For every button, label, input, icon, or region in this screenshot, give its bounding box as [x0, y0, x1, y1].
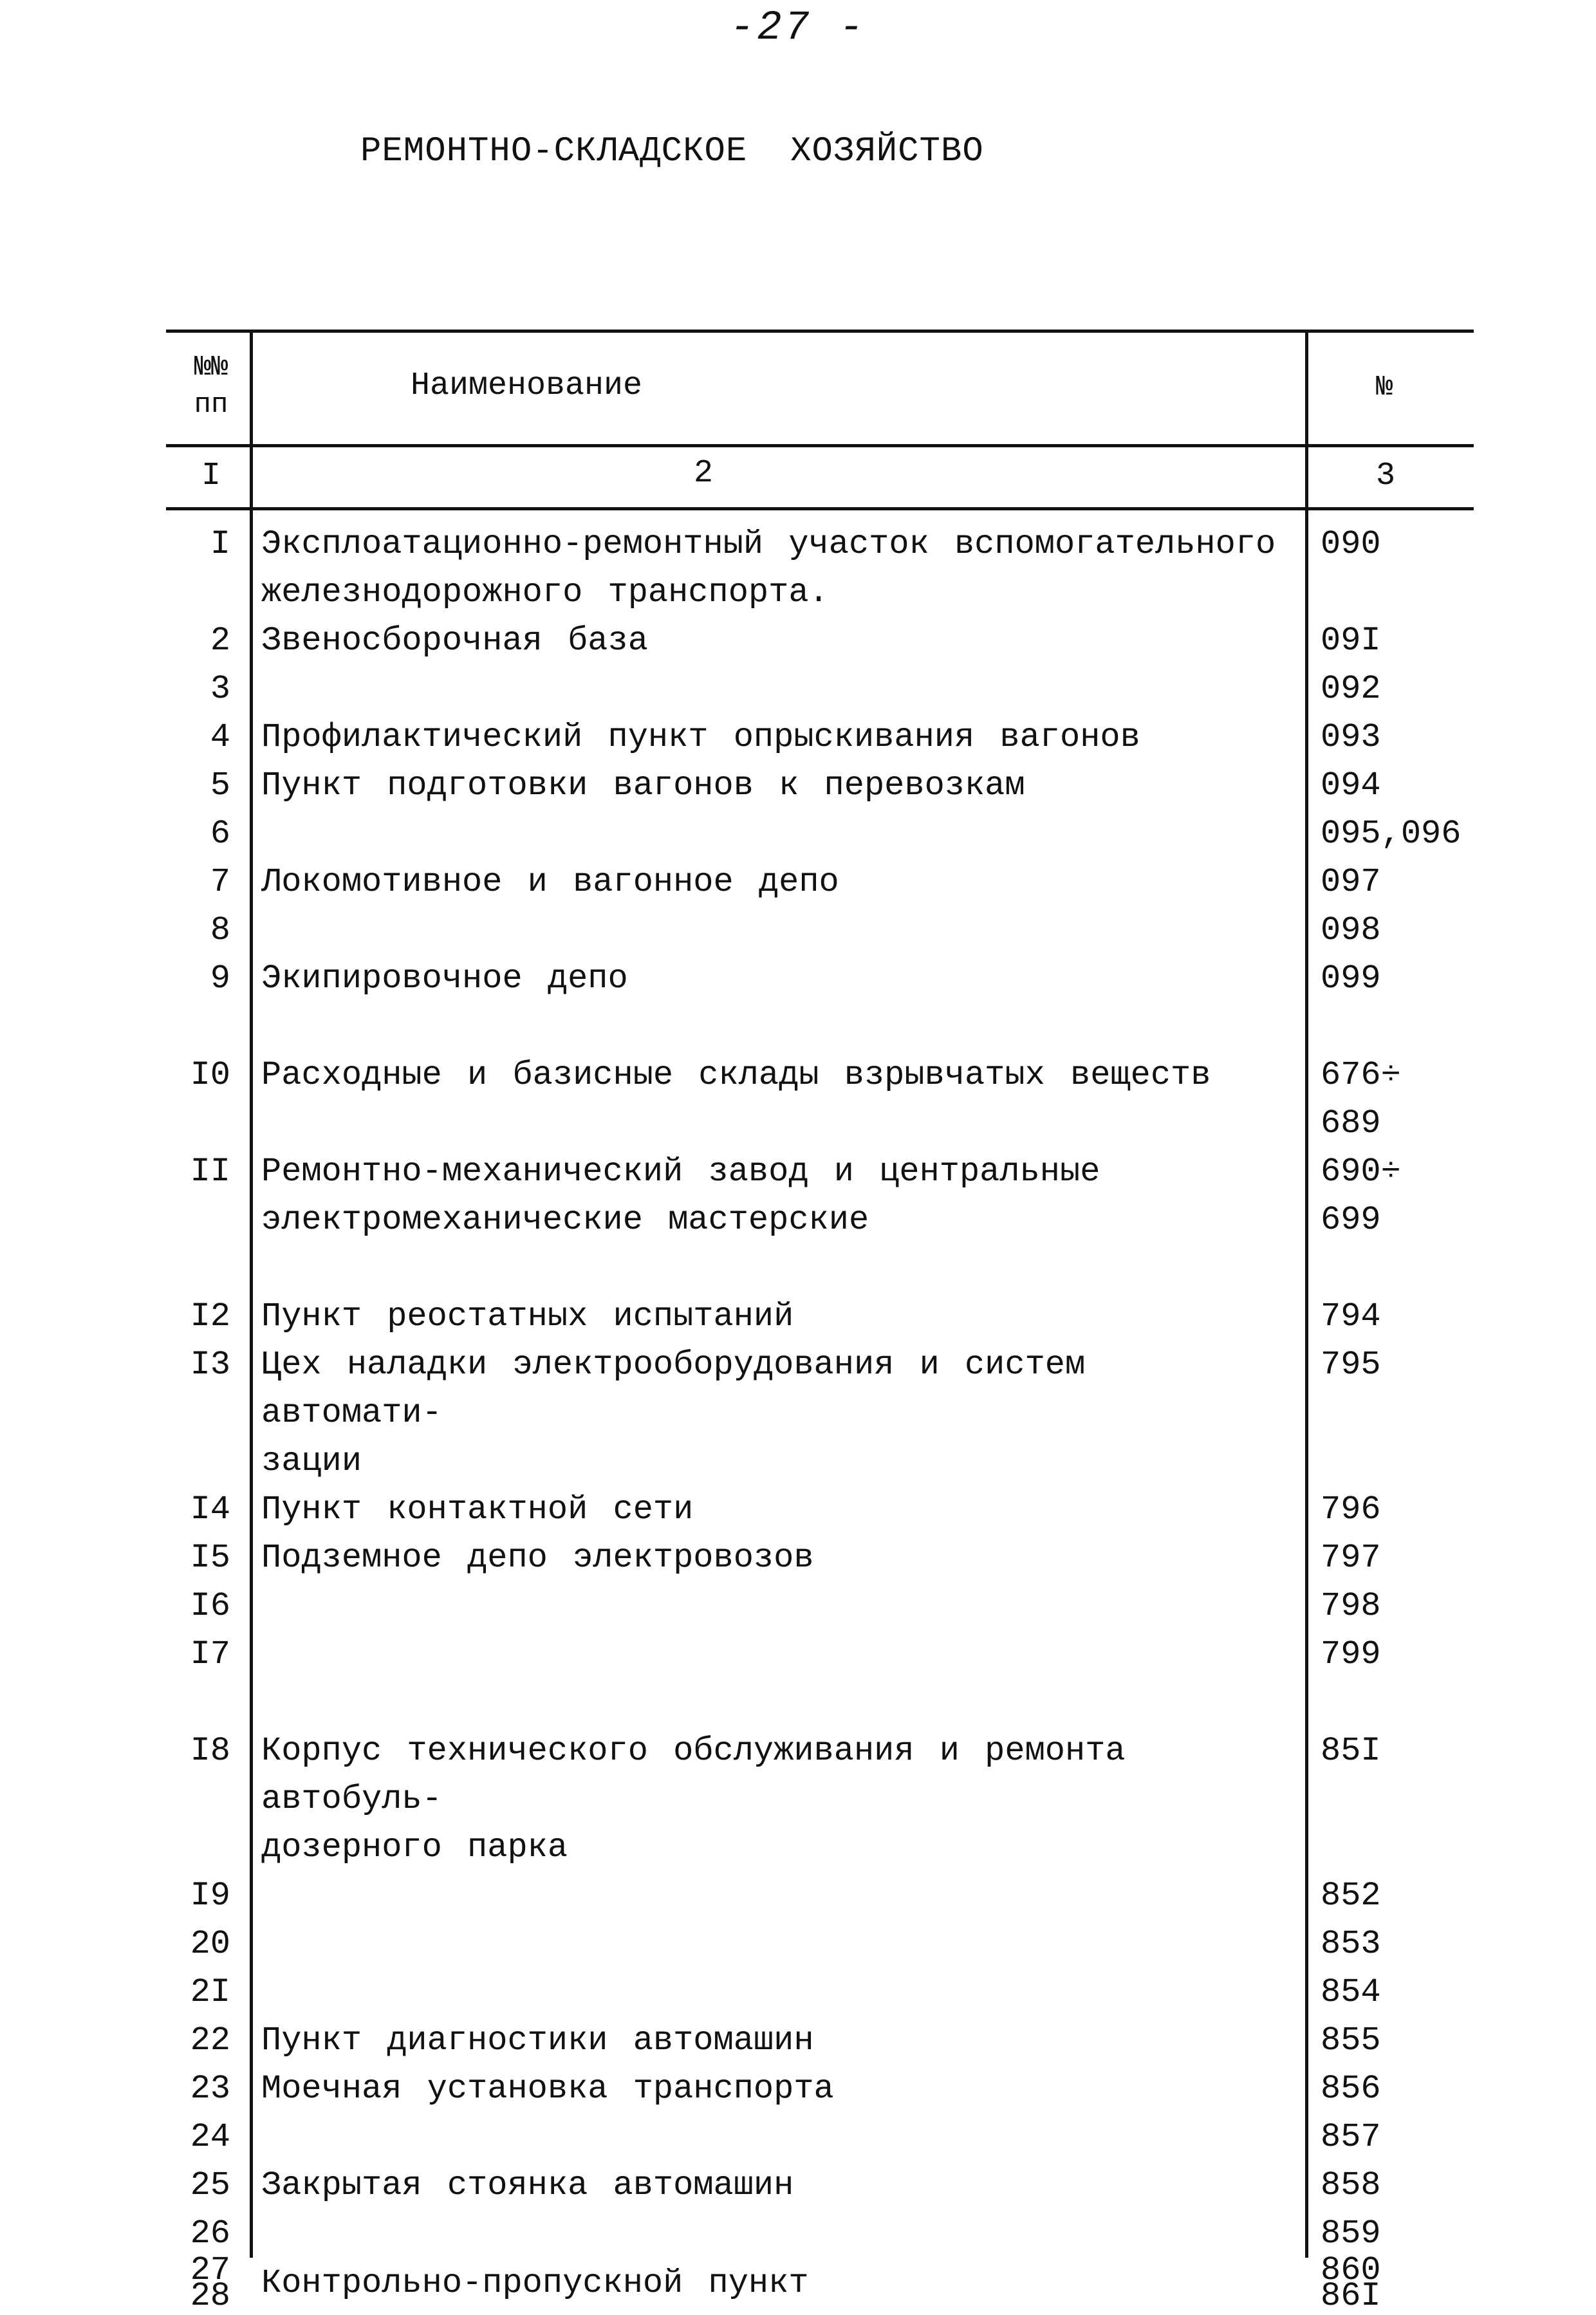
- row-number: I: [210, 525, 230, 563]
- row-number: 20: [190, 1925, 230, 1963]
- table-row: [166, 2065, 1474, 2113]
- table-row: [166, 1051, 1474, 1148]
- row-code: 795: [1321, 1346, 1381, 1384]
- row-code: 094: [1321, 767, 1381, 804]
- row-name: Расходные и базисные склады взрывчатых веществ: [261, 1056, 1211, 1094]
- row-code: 798: [1321, 1587, 1381, 1625]
- row-number: 8: [210, 911, 230, 949]
- row-number: I0: [190, 1056, 230, 1094]
- table-row: [166, 810, 1474, 858]
- row-name: Экипировочное депо: [261, 960, 628, 998]
- row-code: 092: [1321, 670, 1381, 708]
- table-row: [166, 1920, 1474, 1968]
- row-code: 09I: [1321, 622, 1381, 660]
- row-code: 794: [1321, 1297, 1381, 1335]
- header-code: №: [1376, 371, 1393, 404]
- row-code: 857: [1321, 2118, 1381, 2156]
- row-number: 6: [210, 815, 230, 853]
- table-row: [166, 954, 1474, 1003]
- row-code: 853: [1321, 1925, 1381, 1963]
- row-number: I6: [190, 1587, 230, 1625]
- table-row: [166, 1148, 1474, 1244]
- row-code: 860 86I: [1321, 2251, 1381, 2315]
- row-number: 2I: [190, 1973, 230, 2011]
- row-code: 676÷ 689: [1321, 1056, 1401, 1142]
- column-number-3: 3: [1376, 458, 1396, 494]
- table-row: [166, 713, 1474, 761]
- row-number: 4: [210, 718, 230, 756]
- table-row: [166, 2251, 1474, 2315]
- row-gap: [166, 1678, 1474, 1727]
- row-number: 24: [190, 2118, 230, 2156]
- table-row: [166, 1968, 1474, 2016]
- row-number: I9: [190, 1877, 230, 1915]
- row-number: 27 28: [190, 2251, 230, 2315]
- row-code: 690÷ 699: [1321, 1153, 1401, 1239]
- row-code: 093: [1321, 718, 1381, 756]
- row-number: I8: [190, 1732, 230, 1770]
- table-row: [166, 2016, 1474, 2065]
- row-number: 2: [210, 622, 230, 660]
- row-name: Локомотивное и вагонное депо: [261, 863, 839, 901]
- table-row: [166, 1872, 1474, 1920]
- table-row: [166, 665, 1474, 713]
- table-row: [166, 2209, 1474, 2258]
- table-row: [166, 1292, 1474, 1341]
- table-row: [166, 1727, 1474, 1872]
- row-gap: [166, 1244, 1474, 1292]
- row-number: I2: [190, 1297, 230, 1335]
- row-name: Пункт реостатных испытаний: [261, 1297, 794, 1335]
- page-title: РЕМОНТНО-СКЛАДСКОЕ ХОЗЯЙСТВО: [360, 132, 984, 171]
- row-code: 797: [1321, 1539, 1381, 1577]
- table-row: [166, 617, 1474, 665]
- table-row: [166, 1534, 1474, 1582]
- column-number-1: I: [201, 458, 221, 494]
- table-row: [166, 2113, 1474, 2161]
- table-row: [166, 761, 1474, 810]
- row-code: 097: [1321, 863, 1381, 901]
- row-number: 5: [210, 767, 230, 804]
- row-code: 099: [1321, 960, 1381, 998]
- row-name: Моечная установка транспорта: [261, 2070, 834, 2108]
- row-name: Профилактический пункт опрыскивания вагонов: [261, 718, 1140, 756]
- row-code: 85I: [1321, 1732, 1381, 1770]
- table-row: [166, 2161, 1474, 2209]
- row-name: Закрытая стоянка автомашин: [261, 2166, 794, 2204]
- row-number: I4: [190, 1491, 230, 1529]
- row-code: 799: [1321, 1635, 1381, 1673]
- row-number: I3: [190, 1346, 230, 1384]
- row-code: 856: [1321, 2070, 1381, 2108]
- page-number: -27 -: [729, 5, 867, 51]
- table-body: [166, 520, 1474, 2315]
- row-number: I5: [190, 1539, 230, 1577]
- table-row: [166, 1341, 1474, 1485]
- row-name: Пункт контактной сети: [261, 1491, 694, 1529]
- row-name: Пункт подготовки вагонов к перевозкам: [261, 767, 1025, 804]
- header-num: №№ пп: [194, 351, 228, 421]
- row-code: 854: [1321, 1973, 1381, 2011]
- column-numbers-bottom-rule: [166, 507, 1474, 510]
- row-code: 858: [1321, 2166, 1381, 2204]
- row-number: 23: [190, 2070, 230, 2108]
- row-gap: [166, 1003, 1474, 1051]
- row-code: 852: [1321, 1877, 1381, 1915]
- table-row: [166, 1582, 1474, 1630]
- row-name: Контрольно-пропускной пункт: [261, 2264, 809, 2302]
- row-name: Подземное депо электровозов: [261, 1539, 814, 1577]
- row-number: 9: [210, 960, 230, 998]
- row-code: 796: [1321, 1491, 1381, 1529]
- row-number: 7: [210, 863, 230, 901]
- header-name: Наименование: [411, 367, 643, 404]
- row-number: II: [190, 1153, 230, 1191]
- row-number: 25: [190, 2166, 230, 2204]
- row-name: Цех наладки электрооборудования и систем автомати- зации: [261, 1346, 1086, 1480]
- row-name: Корпус технического обслуживания и ремонта автобуль- дозерного парка: [261, 1732, 1126, 1866]
- row-code: 859: [1321, 2215, 1381, 2253]
- table-row: [166, 520, 1474, 617]
- row-name: Звеносборочная база: [261, 622, 648, 660]
- row-code: 090: [1321, 525, 1381, 563]
- facilities-table: [166, 330, 1474, 2315]
- row-number: 3: [210, 670, 230, 708]
- row-number: 26: [190, 2215, 230, 2253]
- header-bottom-rule: [166, 444, 1474, 447]
- row-code: 095,096: [1321, 815, 1461, 853]
- row-name: Пункт диагностики автомашин: [261, 2022, 814, 2059]
- row-name: Ремонтно-механический завод и центральные электромеханические мастерские: [261, 1153, 1100, 1239]
- table-row: [166, 1485, 1474, 1534]
- row-code: 098: [1321, 911, 1381, 949]
- row-number: 22: [190, 2022, 230, 2059]
- table-top-rule: [166, 330, 1474, 333]
- row-name: Эксплоатационно-ремонтный участок вспомогательного железнодорожного транспорта.: [261, 525, 1276, 611]
- column-number-2: 2: [694, 455, 714, 492]
- table-row: [166, 1630, 1474, 1678]
- row-code: 855: [1321, 2022, 1381, 2059]
- row-number: I7: [190, 1635, 230, 1673]
- table-row: [166, 858, 1474, 906]
- table-row: [166, 906, 1474, 954]
